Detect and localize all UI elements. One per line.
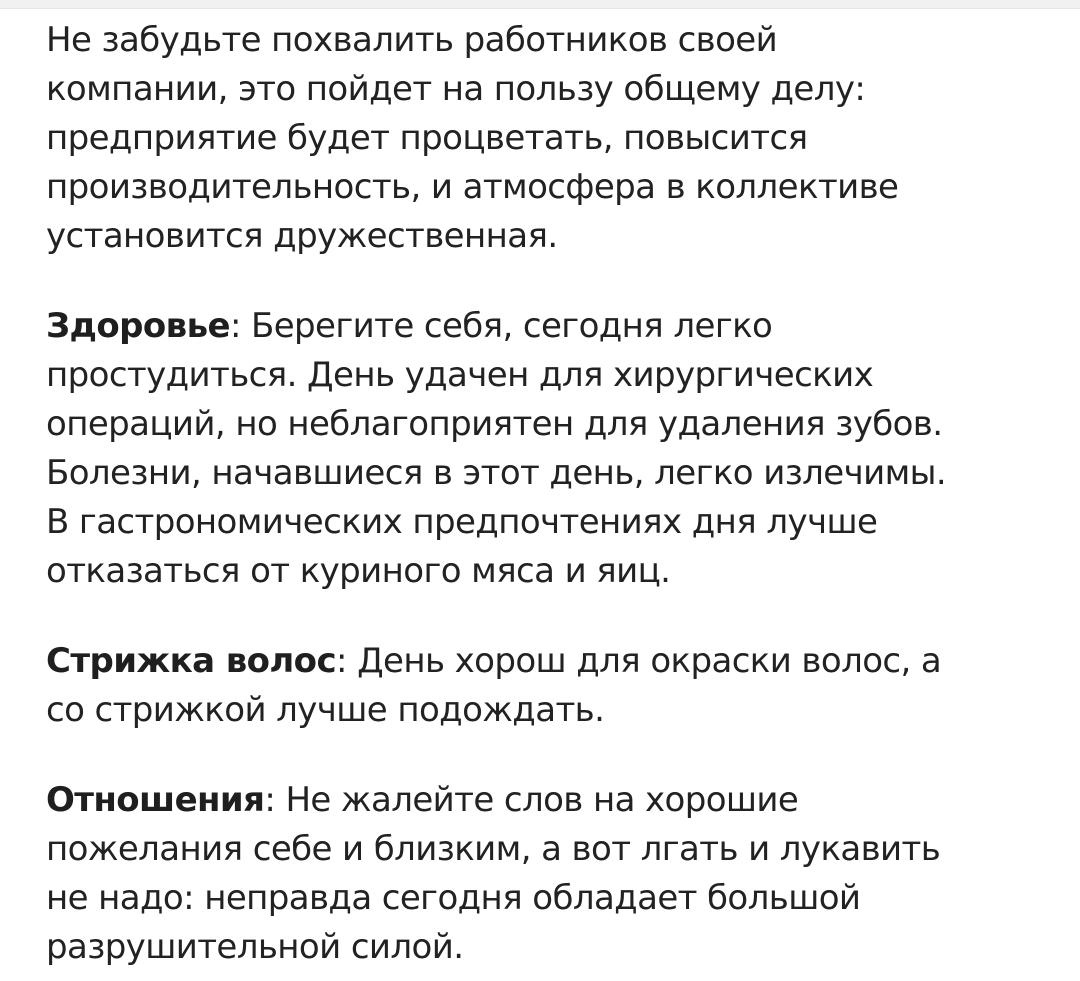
haircut-paragraph [46,637,1056,735]
health-text: : Берегите себя, сегодня легко простудиться. День удачен для хирургических операций, но неблагоприятен для удаления зубов. Болезни, начавшиеся в этот день, легко излечимы. В гастрономических предпочтениях дня лучше отказаться от куриного мяса и яиц. [46,306,947,591]
top-divider [0,0,1080,9]
relationships-paragraph [46,776,1056,972]
health-heading: Здоровье [46,306,230,346]
horoscope-article [46,16,1056,972]
relationships-heading: Отношения [46,780,265,820]
intro-paragraph: Не забудьте похвалить работников своей компании, это пойдет на пользу общему делу: предприятие будет процветать, повысится производительность, и атмосфера в коллективе установится дружественная. [46,20,899,256]
relationships-text: : Не жалейте слов на хорошие пожелания себе и близким, а вот лгать и лукавить не надо: неправда сегодня обладает большой разрушительной силой. [46,780,941,967]
health-paragraph [46,302,1056,596]
haircut-heading: Стрижка волос [46,641,336,681]
haircut-text: : День хорош для окраски волос, а со стрижкой лучше подождать. [46,641,942,730]
